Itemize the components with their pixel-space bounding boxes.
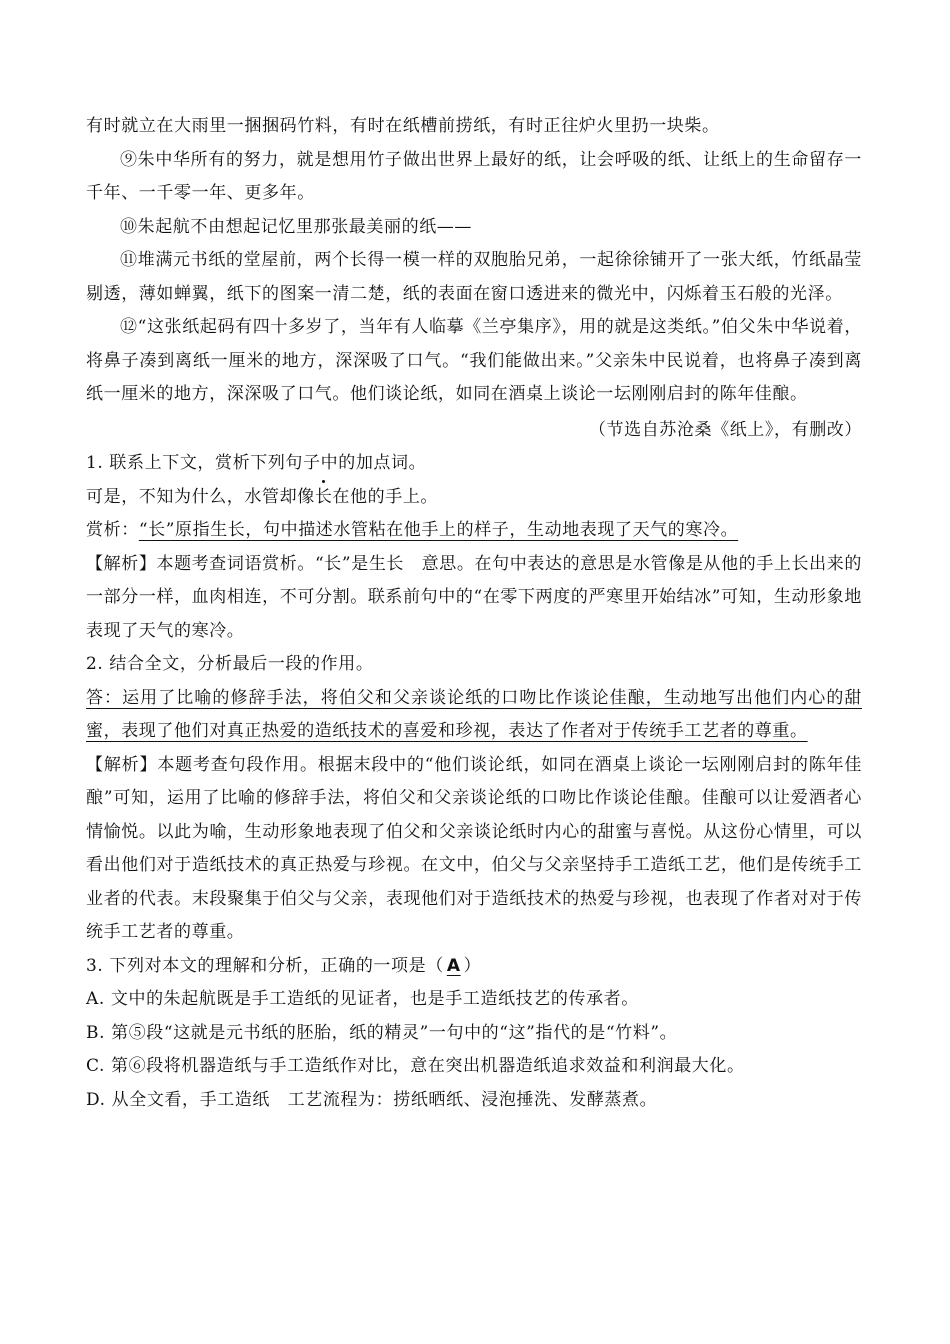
passage-source: （节选自苏沧桑《纸上》，有删改） [588, 419, 862, 440]
question-1-analysis: 【解析】本题考查词语赏析。“长”是生长 意思。在句中表达的意思是水管像是从他的手上长出来的一部分一样，血肉相连，不可分割。联系前句中的“在零下两度的严寒里开始结冰”可知，生动形象地表现了天气的寒冷。 [86, 553, 862, 641]
passage-line-continued: 有时就立在大雨里一捆捆码竹料，有时在纸槽前捞纸，有时正往炉火里扔一块柴。 [86, 116, 720, 136]
question-1-sentence-after: 在他的手上。 [332, 486, 439, 507]
passage-paragraph-12: ⑫“这张纸起码有四十多岁了，当年有人临摹《兰亭集序》，用的就是这类纸。”伯父朱中华说着，将鼻子凑到离纸一厘米的地方，深深吸了口气。“我们能做出来。”父亲朱中民说着，也将鼻子凑到离纸一厘米的地方，深深吸了口气。他们谈论纸，如同在酒桌上谈论一坛刚刚启封的陈年佳酿。 [86, 317, 862, 404]
question-3-option-c: C. 第⑥段将机器造纸与手工造纸作对比，意在突出机器造纸追求效益和利润最大化。 [86, 1056, 745, 1076]
question-3-title [86, 950, 862, 984]
passage-paragraph-11: ⑪堆满元书纸的堂屋前，两个长得一模一样的双胞胎兄弟，一起徐徐铺开了一张大纸，竹纸晶莹剔透，薄如蝉翼，纸下的图案一清二楚，纸的表面在窗口透进来的微光中，闪烁着玉石般的光泽。 [86, 250, 862, 304]
question-3-option-d: D. 从全文看，手工造纸 工艺流程为：捞纸晒纸、浸泡捶洗、发酵蒸煮。 [86, 1089, 658, 1110]
dotted-word: 长 [315, 481, 333, 515]
question-2-analysis: 【解析】本题考查句段作用。根据末段中的“他们谈论纸，如同在酒桌上谈论一坛刚刚启封的陈年佳酿”可知，运用了比喻的修辞手法，将伯父和父亲谈论纸的口吻比作谈论佳酿。佳酿可以让爱酒者心情愉悦。以此为喻，生动形象地表现了伯父和父亲谈论纸时内心的甜蜜与喜悦。从这份心情里，可以看出他们对于造纸技术的真正热爱与珍视。在文中，伯父与父亲坚持手工造纸工艺，他们是传统手工业者的代表。末段聚集于伯父与父亲，表现他们对于造纸技术的热爱与珍视，也表现了作者对对于传统手工艺者的尊重。 [86, 754, 862, 942]
question-1-answer [86, 514, 862, 548]
question-1-answer-prefix: 赏析： [86, 520, 139, 540]
question-1-title: 1. 联系上下文，赏析下列句子中的加点词。 [86, 453, 427, 473]
question-2-title: 2. 结合全文，分析最后一段的作用。 [86, 654, 374, 674]
passage-paragraph-9: ⑨朱中华所有的努力，就是想用竹子做出世界上最好的纸，让会呼吸的纸、让纸上的生命留存一千年、一千零一年、更多年。 [86, 149, 862, 203]
question-3-answer: A [446, 955, 461, 976]
question-3-title-after: ） [463, 955, 482, 976]
question-2-answer [86, 682, 862, 749]
question-3-option-a: A. 文中的朱起航既是手工造纸的见证者，也是手工造纸技艺的传承者。 [86, 989, 639, 1009]
document-page [86, 110, 862, 1117]
question-1-sentence [86, 481, 862, 515]
question-1-sentence-before: 可是，不知为什么，水管却像 [86, 486, 315, 507]
question-3-title-before: 3. 下列对本文的理解和分析，正确的一项是（ [86, 955, 444, 976]
passage-paragraph-10: ⑩朱起航不由想起记忆里那张最美丽的纸—— [120, 216, 472, 237]
question-2-answer-text: 答：运用了比喻的修辞手法，将伯父和父亲谈论纸的口吻比作谈论佳酿，生动地写出他们内心的甜蜜，表现了他们对真正热爱的造纸技术的喜爱和珍视，表达了作者对于传统手工艺者的尊重。 [86, 687, 862, 741]
question-3-option-b: B. 第⑤段“这就是元书纸的胚胎，纸的精灵”一句中的“这”指代的是“竹料”。 [86, 1022, 678, 1043]
question-1-answer-text: “长”原指生长，句中描述水管粘在他手上的样子，生动地表现了天气的寒冷。 [138, 520, 739, 540]
